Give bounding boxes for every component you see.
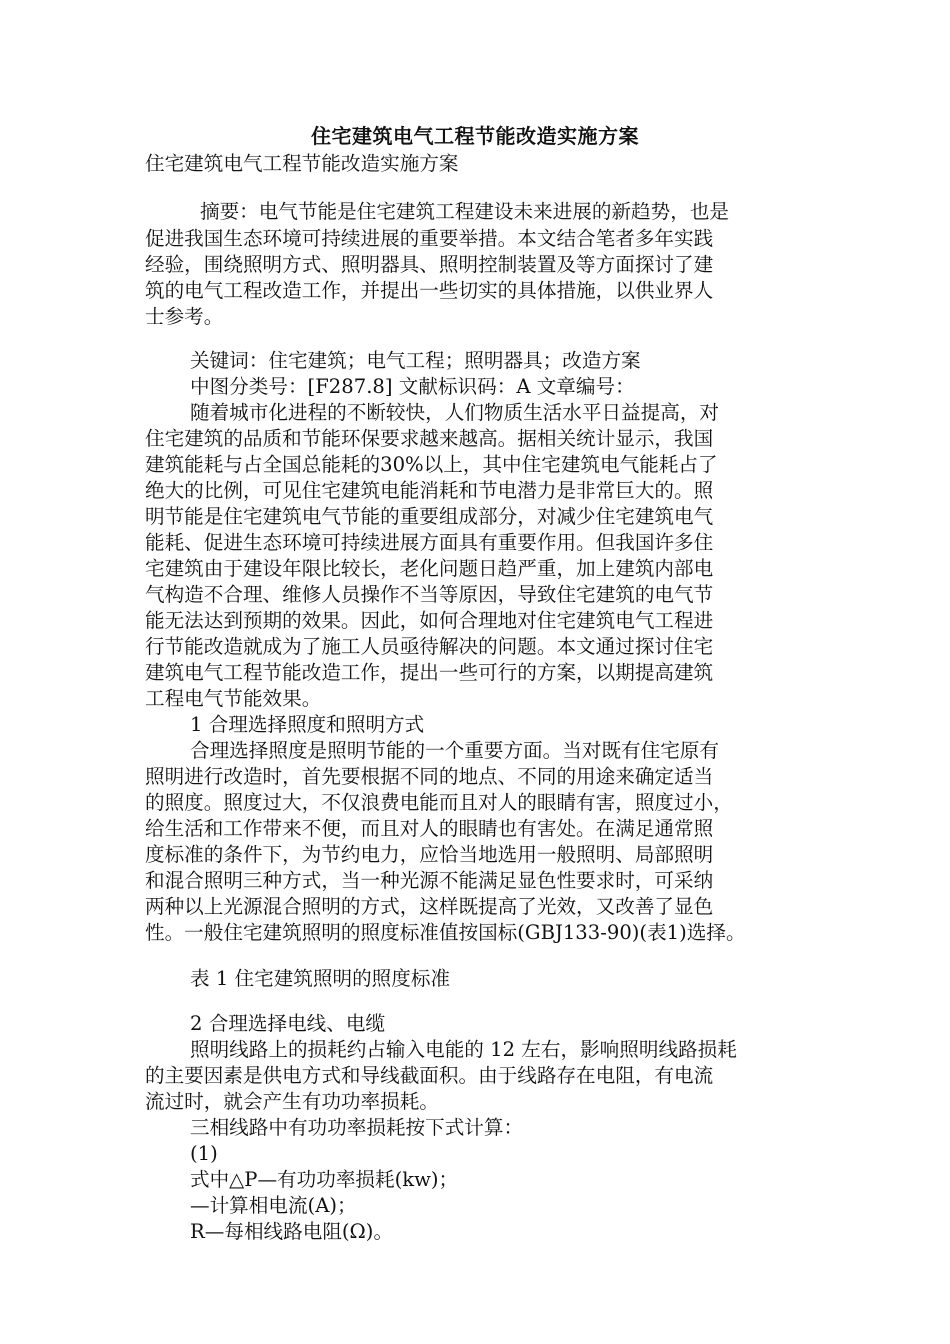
- intro-line: 宅建筑由于建设年限比较长，老化问题日趋严重，加上建筑内部电: [145, 557, 714, 580]
- intro-line: 明节能是住宅建筑电气节能的重要组成部分，对减少住宅建筑电气: [145, 505, 714, 528]
- intro-line: 建筑能耗与占全国总能耗的30%以上，其中住宅建筑电气能耗占了: [145, 453, 718, 476]
- intro-line: 随着城市化进程的不断较快，人们物质生活水平日益提高，对: [190, 401, 720, 424]
- formula-intro: 三相线路中有功功率损耗按下式计算：: [190, 1116, 524, 1139]
- abstract-line: 筑的电气工程改造工作，并提出一些切实的具体措施，以供业界人: [145, 279, 714, 302]
- section2-line: 的主要因素是供电方式和导线截面积。由于线路存在电阻，有电流: [145, 1064, 714, 1087]
- document-title: 住宅建筑电气工程节能改造实施方案: [311, 124, 639, 148]
- abstract-line: 促进我国生态环境可持续进展的重要举措。本文结合笔者多年实践: [145, 227, 714, 250]
- formula-number: (1): [190, 1142, 218, 1165]
- intro-line: 住宅建筑的品质和节能环保要求越来越高。据相关统计显示，我国: [145, 427, 714, 450]
- section1-line: 两种以上光源混合照明的方式，这样既提高了光效，又改善了显色: [145, 895, 714, 918]
- intro-line: 绝大的比例，可见住宅建筑电能消耗和节电潜力是非常巨大的。照: [145, 479, 714, 502]
- section1-line: 的照度。照度过大，不仅浪费电能而且对人的眼睛有害，照度过小，: [145, 791, 733, 814]
- section1-line: 给生活和工作带来不便，而且对人的眼睛也有害处。在满足通常照: [145, 817, 714, 840]
- formula-definition: 式中△P—有功功率损耗(kw)；: [190, 1168, 459, 1191]
- intro-line: 行节能改造就成为了施工人员亟待解决的问题。本文通过探讨住宅: [145, 635, 714, 658]
- formula-definition: R—每相线路电阻(Ω)。: [190, 1220, 394, 1243]
- intro-line: 工程电气节能效果。: [145, 687, 322, 710]
- abstract-line: 经验，围绕照明方式、照明器具、照明控制装置及等方面探讨了建: [145, 253, 714, 276]
- intro-line: 能无法达到预期的效果。因此，如何合理地对住宅建筑电气工程进: [145, 609, 714, 632]
- section2-line: 照明线路上的损耗约占输入电能的 12 左右，影响照明线路损耗: [190, 1038, 737, 1061]
- section2-line: 流过时，就会产生有功功率损耗。: [145, 1090, 439, 1113]
- intro-line: 气构造不合理、维修人员操作不当等原因，导致住宅建筑的电气节: [145, 583, 714, 606]
- formula-definition: —计算相电流(A)；: [190, 1194, 357, 1217]
- table-caption: 表 1 住宅建筑照明的照度标准: [190, 967, 451, 990]
- section1-line: 合理选择照度是照明节能的一个重要方面。当对既有住宅原有: [190, 739, 720, 762]
- section-heading: 1 合理选择照度和照明方式: [190, 713, 425, 736]
- intro-line: 能耗、促进生态环境可持续进展方面具有重要作用。但我国许多住: [145, 531, 714, 554]
- section-heading: 2 合理选择电线、电缆: [190, 1012, 386, 1035]
- keywords: 关键词：住宅建筑；电气工程；照明器具；改造方案: [190, 349, 641, 372]
- classification: 中图分类号：[F287.8] 文献标识码：A 文章编号：: [190, 375, 635, 398]
- intro-line: 建筑电气工程节能改造工作，提出一些可行的方案，以期提高建筑: [145, 661, 714, 684]
- section1-line: 性。一般住宅建筑照明的照度标准值按国标(GBJ133-90)(表1)选择。: [145, 921, 746, 944]
- document-subtitle: 住宅建筑电气工程节能改造实施方案: [145, 152, 459, 175]
- abstract-line: 摘要：电气节能是住宅建筑工程建设未来进展的新趋势，也是: [200, 200, 730, 223]
- section1-line: 照明进行改造时，首先要根据不同的地点、不同的用途来确定适当: [145, 765, 714, 788]
- section1-line: 度标准的条件下，为节约电力，应恰当地选用一般照明、局部照明: [145, 843, 714, 866]
- abstract-line: 士参考。: [145, 305, 224, 328]
- section1-line: 和混合照明三种方式，当一种光源不能满足显色性要求时，可采纳: [145, 869, 714, 892]
